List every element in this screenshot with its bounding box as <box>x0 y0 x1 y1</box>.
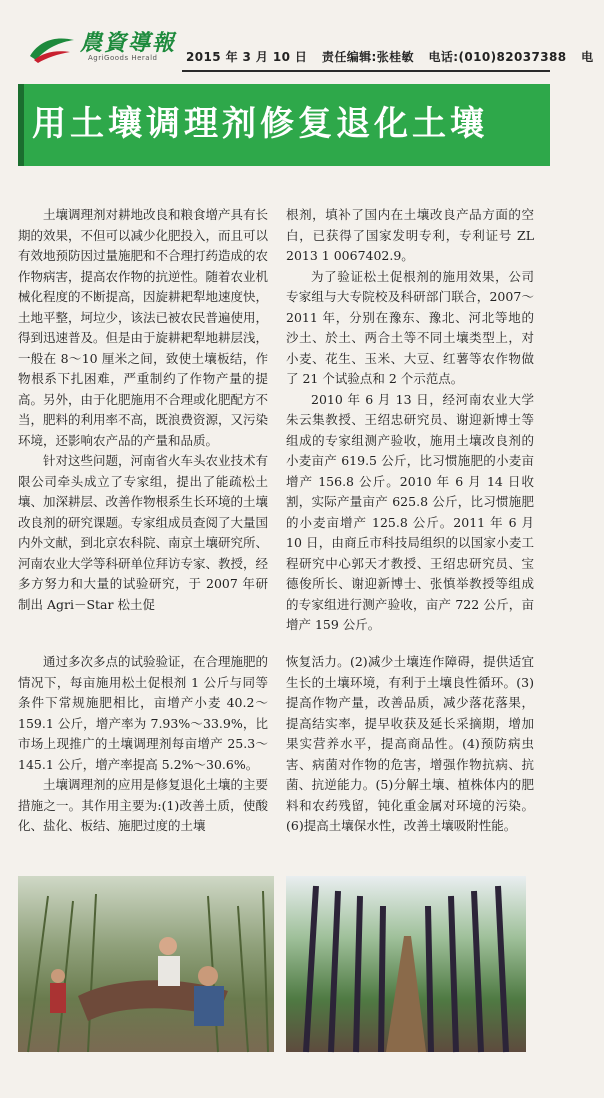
headline-banner <box>18 84 550 166</box>
paragraph: 2010 年 6 月 13 日，经河南农业大学朱云集教授、王绍忠研究员、谢迎新博士等组成的专家组测产验收，施用土壤改良剂的小麦亩产 619.5 公斤，比习惯施肥的小麦亩增产 156.8 公斤。2010 年 6 月 14 日收割，实际产量亩产 625.8 公斤，比习惯施肥的小麦亩增产 125.8 公斤。2011 年 6 月 10 日，由商丘市科技局组织的以国家小麦工程研究中心郭天才教授、王绍忠研究员、宝德俊所长、谢迎新博士、张慎举教授等组成的专家组进行测产验收，亩产 722 公斤，亩增产 159 公斤。 <box>286 391 534 632</box>
issue-date: 2015 年 3 月 10 日 <box>186 50 308 64</box>
paper-name: 農資導報 <box>80 30 177 56</box>
paragraph: 土壤调理剂的应用是修复退化土壤的主要措施之一。其作用主要为:(1)改善土质，使酸化、盐化、板结、施肥过度的土壤 <box>18 777 269 833</box>
paragraph: 针对这些问题，河南省火车头农业技术有限公司牵头成立了专家组，提出了能疏松土壤、加深耕层、改善作物根系生长环境的土壤改良剂的研究课题。专家组成员查阅了大量国内外文献，到北京农科院、南京土壤研究所、河南农业大学等科研单位拜访专家、教授，经多方努力和大量的试验研究，于 2007 年研制出 Agri－Star 松土促 <box>18 453 269 612</box>
article-headline: 用土壤调理剂修复退化土壤 <box>32 104 488 144</box>
masthead-rule <box>182 70 550 72</box>
paragraph: 为了验证松土促根剂的施用效果，公司专家组与大专院校及科研部门联合，2007～2011 年，分别在豫东、豫北、河北等地的沙土、於土、两合土等不同土壤类型上，对小麦、花生、玉米、大豆、红薯等农作物做了 21 个试验点和 2 个示范点。 <box>286 268 534 386</box>
headline-stripe <box>18 84 24 166</box>
farmers-photo-illustration <box>18 876 274 1052</box>
article-column-4 <box>286 652 534 837</box>
photo-farmers-harvesting <box>18 876 274 1052</box>
issue-info <box>186 48 594 68</box>
sugarcane-photo-illustration <box>286 876 526 1052</box>
article-column-1 <box>18 205 268 615</box>
paragraph: 根剂，填补了国内在土壤改良产品方面的空白，已获得了国家发明专利，专利证号 ZL 2013 1 0067402.9。 <box>286 207 534 263</box>
paper-name-en: AgriGoods Herald <box>88 54 158 62</box>
paragraph: 恢复活力。(2)减少土壤连作障碍，提供适宜生长的土壤环境，有利于土壤良性循环。(3)提高作物产量，改善品质，减少落花落果，提高结实率，提早收获及延长采摘期，增加果实营养水平，提高商品性。(4)预防病虫害、病菌对作物的危害，增强作物抗病、抗菌、抗逆能力。(5)分解土壤、植株体内的肥料和农药残留，钝化重金属对环境的污染。(6)提高土壤保水性，改善土壤吸附性能。 <box>286 654 534 833</box>
issue-phone: 电话:(010)82037388 <box>428 50 567 64</box>
article-column-2 <box>286 205 534 636</box>
article-column-3 <box>18 652 268 837</box>
issue-editor: 责任编辑:张桂敏 <box>321 50 414 64</box>
masthead <box>0 0 594 78</box>
paragraph: 通过多次多点的试验验证，在合理施肥的情况下，每亩施用松土促根剂 1 公斤与同等条件下常规施肥相比，亩增产小麦 40.2～159.1 公斤，增产率为 7.93%～33.9%，比市场上现推广的土壤调理剂每亩增产 25.3～145.1 公斤，增产率提高 5.2%～30.6%。 <box>18 654 269 772</box>
wheat-leaf-logo-icon <box>26 30 78 64</box>
photo-sugarcane-field <box>286 876 526 1052</box>
issue-phone-tail: 电 <box>581 50 594 64</box>
paragraph: 土壤调理剂对耕地改良和粮食增产具有长期的效果，不但可以减少化肥投入，而且可以有效地预防因过量施肥和不合理打药造成的农作物病害，提高农作物的抗逆性。随着农业机械化程度的不断提高，因旋耕耙犁地速度快，土地平整，坷垃少，该法已被农民普遍使用，得到迅速普及。但是由于旋耕耙犁地耕层浅，一般在 8～10 厘米之间，致使土壤板结，作物根系下扎困难，严重制约了作物产量的提高。另外，由于化肥施用不合理或化肥配方不当，肥料的利用率不高，既浪费资源，又污染环境，还影响农产品的产量和品质。 <box>18 207 269 448</box>
